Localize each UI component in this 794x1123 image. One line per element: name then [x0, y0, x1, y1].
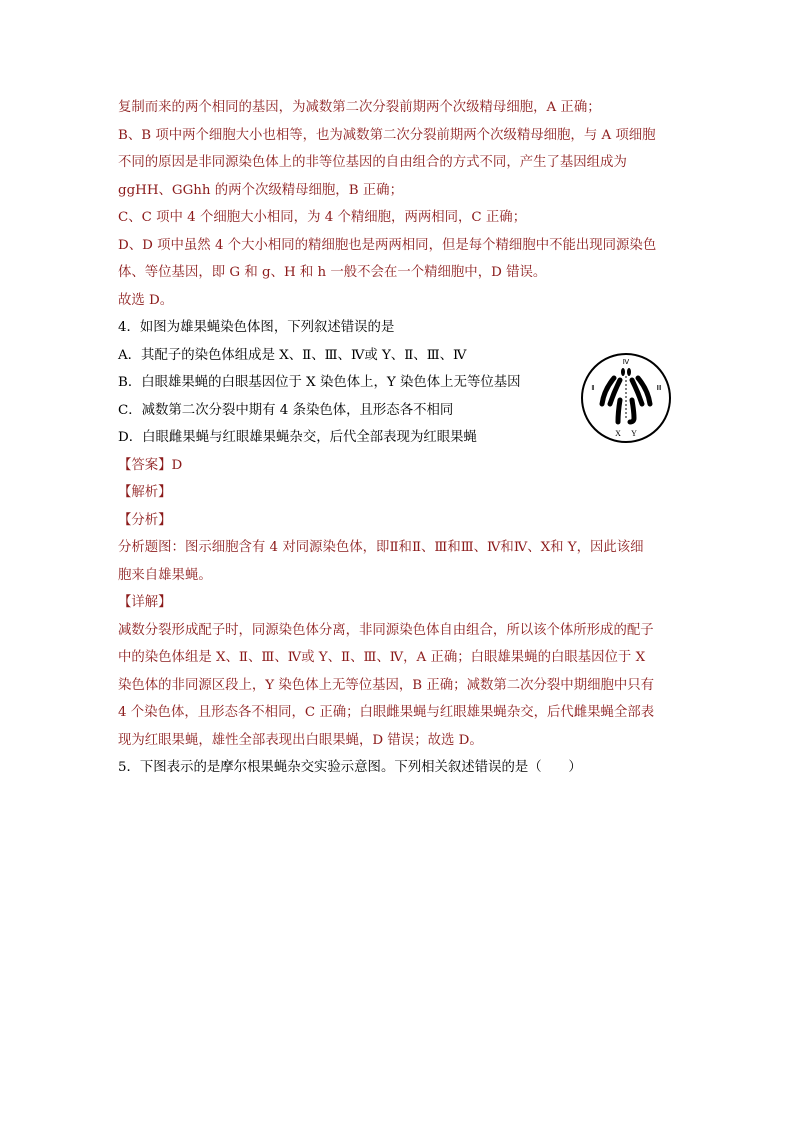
- text-line: B、B 项中两个细胞大小也相等，也为减数第二次分裂前期两个次级精母细胞，与 A 项细胞: [118, 127, 656, 143]
- xiangjie-heading: 【详解】: [118, 595, 172, 610]
- question-stem: 5．下图表示的是摩尔根果蝇杂交实验示意图。下列相关叙述错误的是（ ）: [118, 760, 582, 775]
- text-line: 中的染色体组是 X、Ⅱ、Ⅲ、Ⅳ或 Y、Ⅱ、Ⅲ、Ⅳ，A 正确；白眼雄果蝇的白眼基因位于 X: [118, 650, 646, 665]
- text-line: 复制而来的两个相同的基因，为减数第二次分裂前期两个次级精母细胞，A 正确；: [118, 100, 601, 115]
- chromosome-iv: [621, 368, 625, 376]
- chromosome-iv: [627, 368, 631, 376]
- text-line: 现为红眼果蝇，雄性全部表现出白眼果蝇，D 错误；故选 D。: [118, 732, 483, 748]
- text-line: 故选 D。: [118, 292, 174, 308]
- label-x: X: [615, 429, 621, 438]
- question-stem: 4．如图为雄果蝇染色体图，下列叙述错误的是: [118, 320, 395, 335]
- previous-explanation: [118, 94, 683, 314]
- label-iv: Ⅳ: [622, 358, 630, 366]
- text-line: 不同的原因是非同源染色体上的非等位基因的自由组合的方式不同，产生了基因组成为: [118, 155, 627, 170]
- option-d: D．白眼雌果蝇与红眼雄果蝇杂交，后代全部表现为红眼果蝇: [118, 430, 477, 445]
- option-b: B．白眼雄果蝇的白眼基因位于 X 染色体上，Y 染色体上无等位基因: [118, 375, 521, 390]
- label-ii: Ⅱ: [591, 384, 595, 392]
- label-iii: Ⅲ: [656, 384, 662, 392]
- chromosome-x: [618, 400, 620, 422]
- answer-label: 【答案】D: [118, 457, 183, 473]
- option-c: C．减数第二次分裂中期有 4 条染色体，且形态各不相同: [118, 402, 454, 418]
- chromosome-diagram: [580, 352, 672, 444]
- question-5: [118, 754, 683, 782]
- analysis-heading: 【解析】: [118, 485, 172, 500]
- text-line: ggHH、GGhh 的两个次级精母细胞，B 正确；: [118, 182, 403, 198]
- text-line: 分析题图：图示细胞含有 4 对同源染色体，即Ⅱ和Ⅱ、Ⅲ和Ⅲ、Ⅳ和Ⅳ、X和 Y，因此该细: [118, 540, 644, 555]
- text-line: 胞来自雄果蝇。: [118, 567, 212, 583]
- text-line: C、C 项中 4 个细胞大小相同，为 4 个精细胞，两两相同，C 正确；: [118, 210, 527, 225]
- chromosome-figure: [580, 352, 672, 444]
- fenxi-heading: 【分析】: [118, 512, 172, 528]
- text-line: 体、等位基因，即 G 和 g、H 和 h 一般不会在一个精细胞中，D 错误。: [118, 265, 547, 280]
- option-a: A．其配子的染色体组成是 X、Ⅱ、Ⅲ、Ⅳ或 Y、Ⅱ、Ⅲ、Ⅳ: [118, 347, 467, 363]
- text-line: 染色体的非同源区段上，Y 染色体上无等位基因，B 正确；减数第二次分裂中期细胞中只有: [118, 677, 655, 693]
- text-line: 减数分裂形成配子时，同源染色体分离，非同源染色体自由组合，所以该个体所形成的配子: [118, 622, 654, 638]
- label-y: Y: [631, 429, 637, 438]
- text-line: 4 个染色体，且形态各不相同，C 正确；白眼雌果蝇与红眼雄果蝇杂交，后代雌果蝇全部表: [118, 705, 655, 720]
- text-line: D、D 项中虽然 4 个大小相同的精细胞也是两两相同，但是每个精细胞中不能出现同源染色: [118, 237, 657, 253]
